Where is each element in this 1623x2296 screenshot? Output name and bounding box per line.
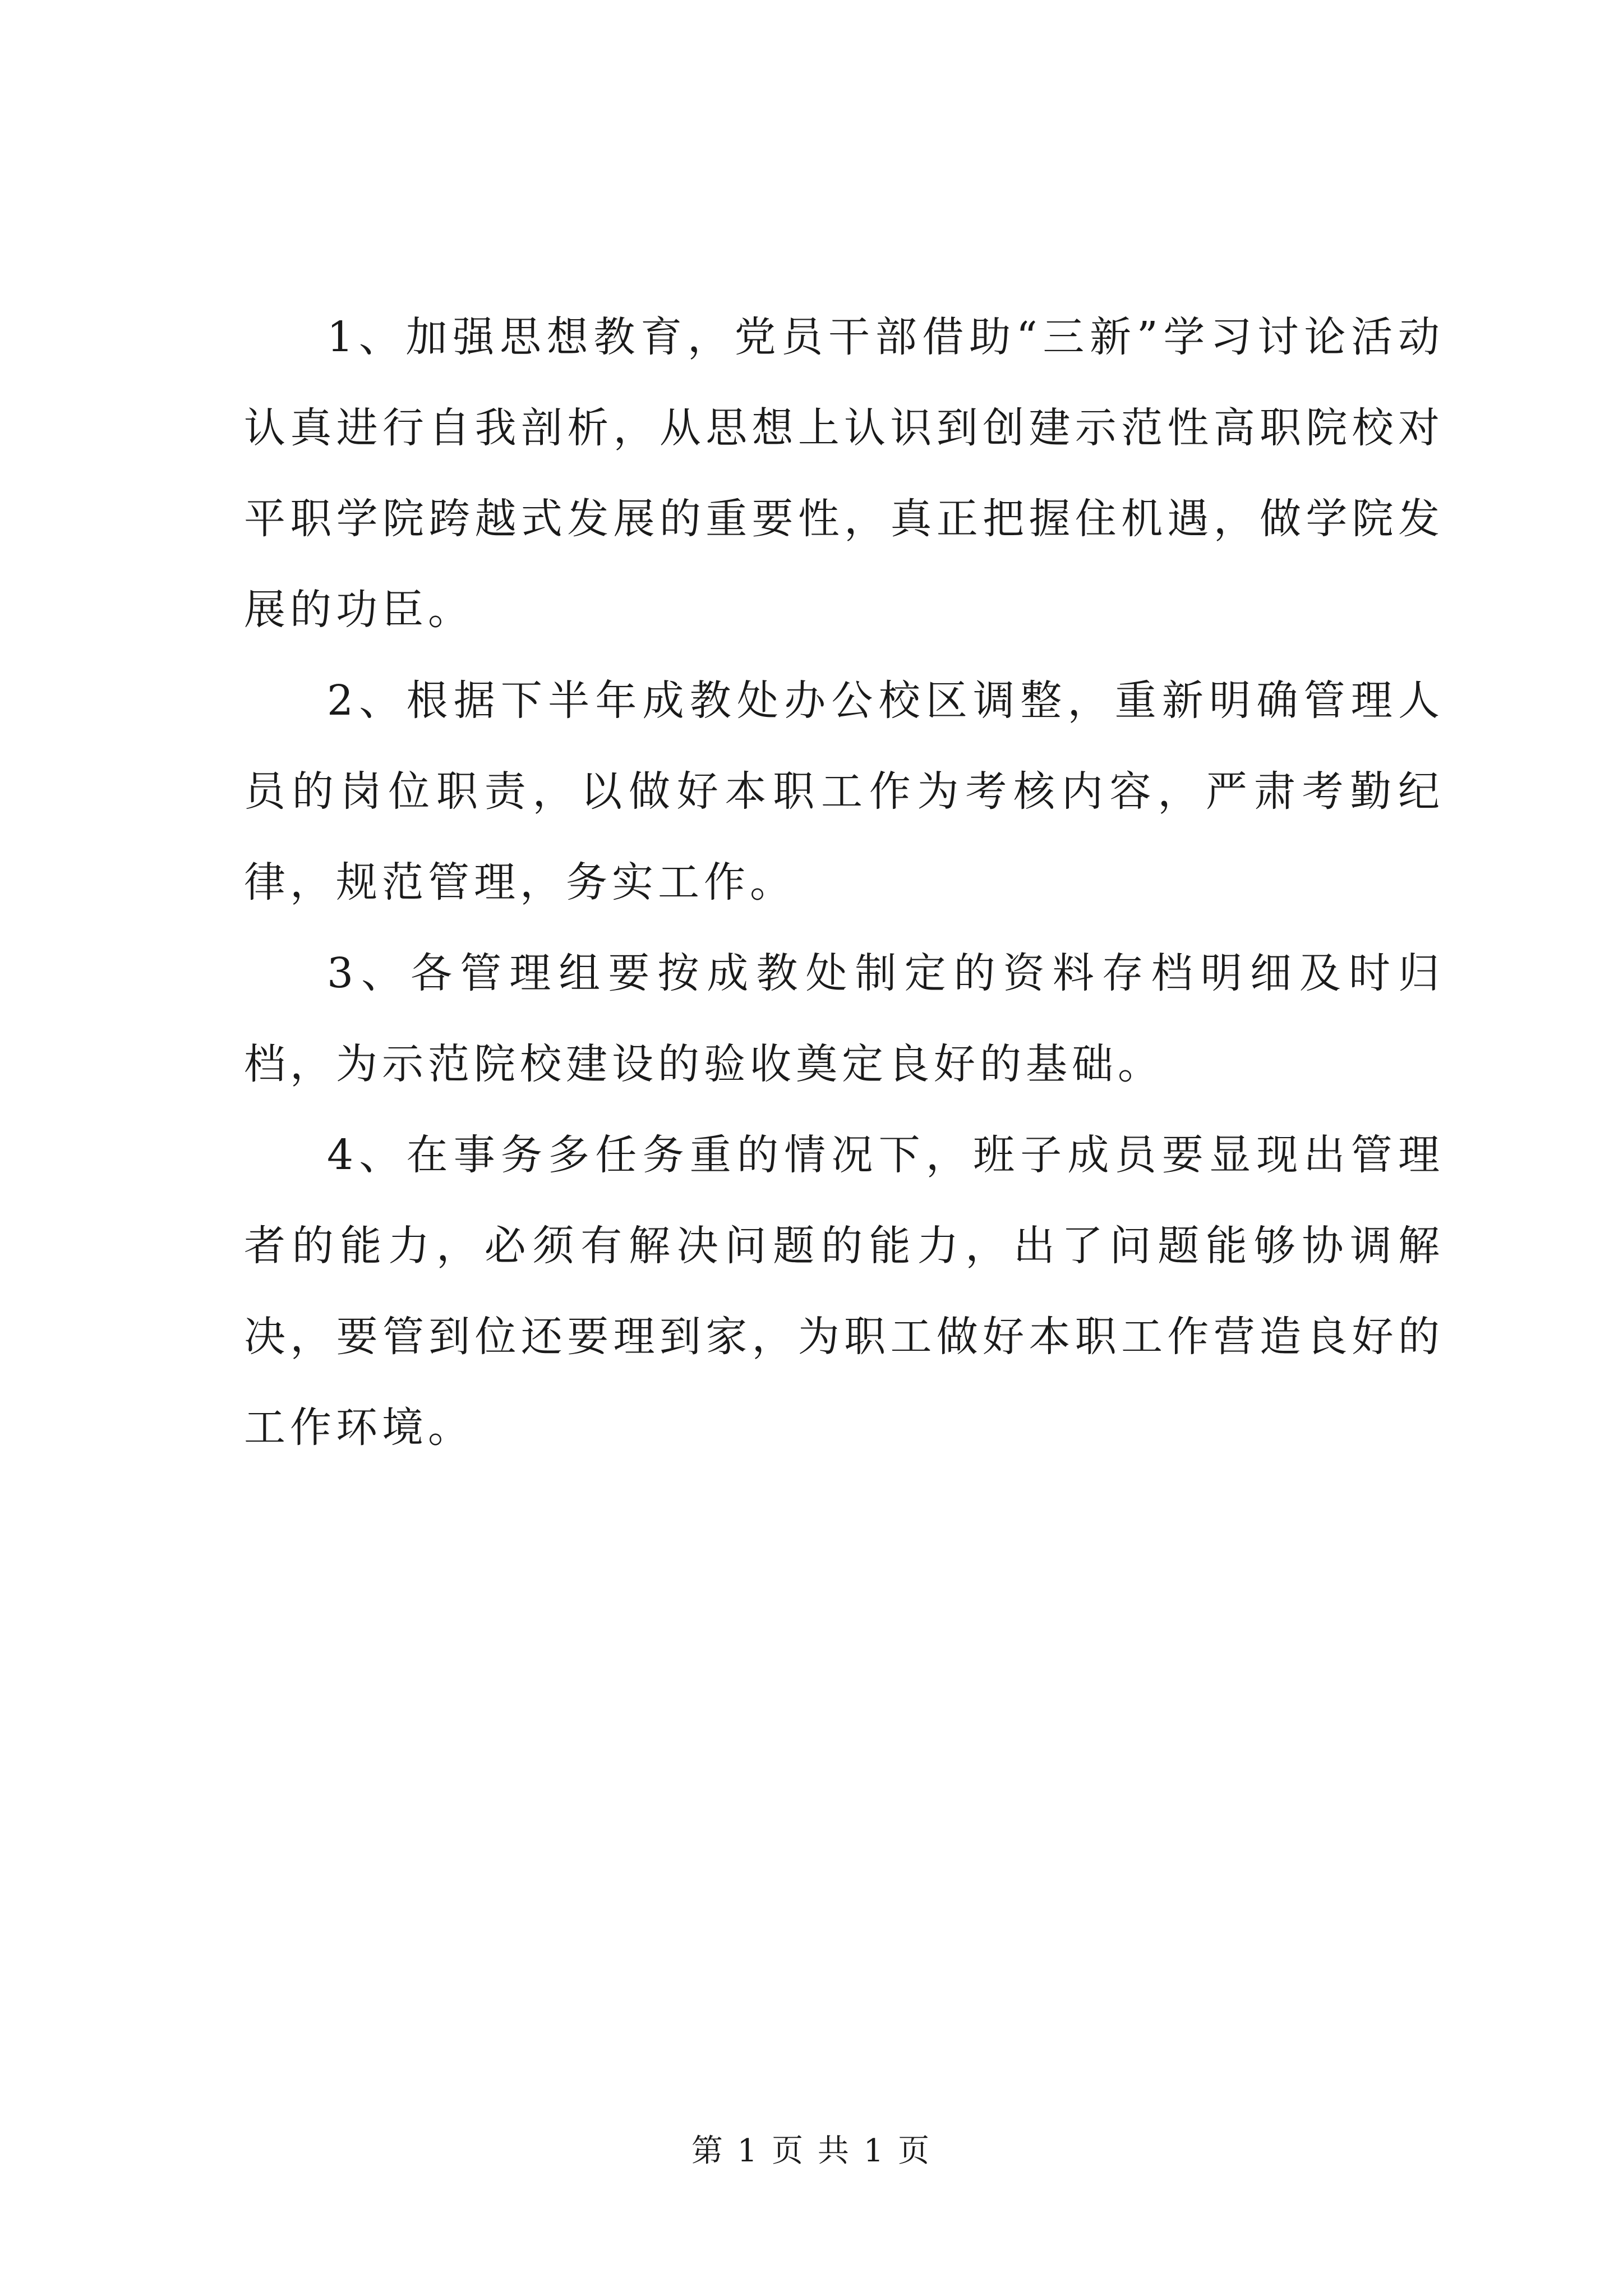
document-body: [244, 292, 1444, 1473]
paragraph-2: 2、根据下半年成教处办公校区调整，重新明确管理人员的岗位职责，以做好本职工作为考核内容，严肃考勤纪律，规范管理，务实工作。: [244, 677, 1444, 907]
paragraph-4: 4、在事务多任务重的情况下，班子成员要显现出管理者的能力，必须有解决问题的能力，出了问题能够协调解决，要管到位还要理到家，为职工做好本职工作营造良好的工作环境。: [244, 1131, 1444, 1452]
paragraph-1: 1、加强思想教育，党员干部借助“三新”学习讨论活动认真进行自我剖析，从思想上认识到创建示范性高职院校对平职学院跨越式发展的重要性，真正把握住机遇，做学院发展的功臣。: [244, 313, 1444, 634]
page-number-footer: 第 1 页 共 1 页: [691, 2133, 932, 2169]
paragraph-3: 3、各管理组要按成教处制定的资料存档明细及时归档，为示范院校建设的验收奠定良好的基础。: [244, 949, 1444, 1088]
